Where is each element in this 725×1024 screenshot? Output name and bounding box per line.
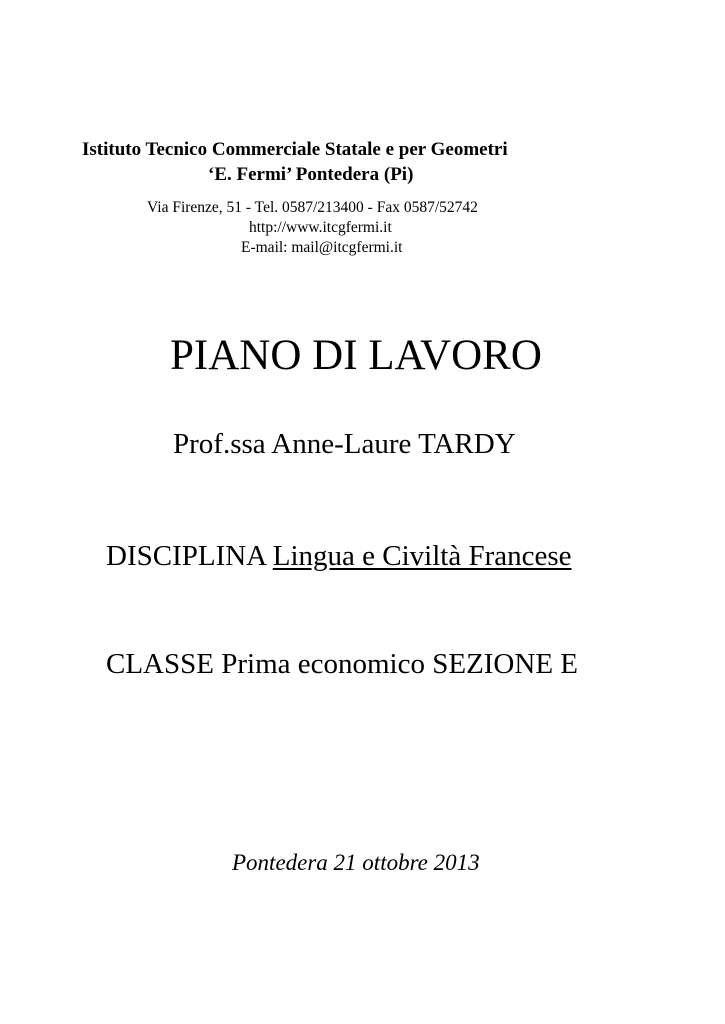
school-name-city: ‘E. Fermi’ Pontedera (Pi) xyxy=(208,164,414,185)
discipline-line xyxy=(106,540,572,573)
school-address: Via Firenze, 51 - Tel. 0587/213400 - Fax 0587/52742 xyxy=(147,199,478,216)
discipline-label: DISCIPLINA xyxy=(106,540,266,572)
school-website: http://www.itcgfermi.it xyxy=(249,219,392,236)
teacher-name: Prof.ssa Anne-Laure TARDY xyxy=(173,428,516,460)
discipline-subject: Lingua e Civiltà Francese xyxy=(272,540,572,572)
document-date: Pontedera 21 ottobre 2013 xyxy=(232,850,480,875)
document-title: PIANO DI LAVORO xyxy=(170,332,542,379)
school-name: Istituto Tecnico Commerciale Statale e per Geometri xyxy=(82,139,508,160)
school-email: E-mail: mail@itcgfermi.it xyxy=(241,239,403,256)
class-section-line: CLASSE Prima economico SEZIONE E xyxy=(106,648,579,680)
